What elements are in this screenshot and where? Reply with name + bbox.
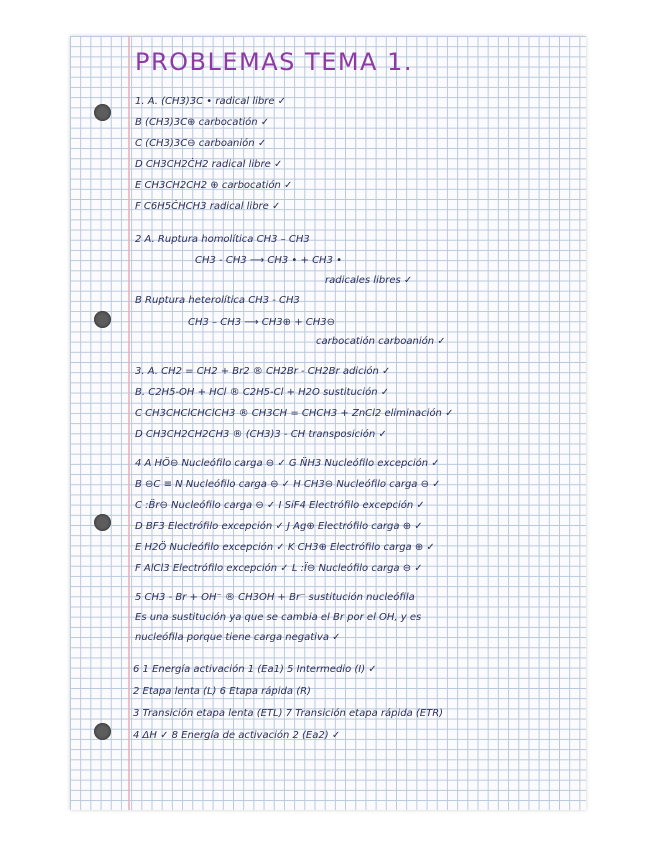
punch-hole	[94, 514, 111, 531]
answer-line: CH3 - CH3 ⟶ CH3 • + CH3 •	[195, 255, 343, 266]
answer-line: 1. A. (CH3)3C • radical libre ✓	[135, 96, 287, 107]
answer-line: 3. A. CH2 = CH2 + Br2 ® CH2Br - CH2Br adición ✓	[135, 366, 391, 377]
answer-line: radicales libres ✓	[325, 275, 413, 286]
answer-line: E H2Ö Nucleófilo excepción ✓ K CH3⊕ Electrófilo carga ⊕ ✓	[135, 542, 435, 553]
answer-line: D CH3CH2ĊH2 radical libre ✓	[135, 159, 283, 170]
answer-line: C (CH3)3C⊖ carboanión ✓	[135, 138, 267, 149]
answer-line: Es una sustitución ya que se cambia el Br por el OH, y es	[135, 612, 422, 623]
answer-line: 2 A. Ruptura homolítica CH3 – CH3	[135, 234, 310, 245]
answer-line: C :B̈r⊖ Nucleófilo carga ⊖ ✓ I SiF4 Electrófilo excepción ✓	[135, 500, 425, 511]
answer-line: carbocatión carboanión ✓	[316, 336, 446, 347]
answer-line: CH3 – CH3 ⟶ CH3⊕ + CH3⊖	[188, 317, 336, 328]
answer-line: E CH3CH2CH2 ⊕ carbocatión ✓	[135, 180, 293, 191]
answer-line: 4 ΔH ✓ 8 Energía de activación 2 (Ea2) ✓	[133, 730, 341, 741]
answer-line: 4 A HÖ⊖ Nucleófilo carga ⊖ ✓ G N̈H3 Nucleófilo excepción ✓	[135, 458, 440, 469]
answer-line: B ⊖C ≡ N Nucleófilo carga ⊖ ✓ H CH3⊖ Nucleófilo carga ⊖ ✓	[135, 479, 441, 490]
answer-line: F AlCl3 Electrófilo excepción ✓ L :Ï⊖ Nucleófilo carga ⊖ ✓	[135, 563, 423, 574]
answer-line: F C6H5ĊHCH3 radical libre ✓	[135, 201, 281, 212]
answer-line: B Ruptura heterolítica CH3 - CH3	[135, 295, 300, 306]
punch-hole	[94, 723, 111, 740]
punch-hole	[94, 104, 111, 121]
answer-line: 3 Transición etapa lenta (ETL) 7 Transición etapa rápida (ETR)	[133, 708, 444, 719]
answer-line: C CH3CHClCHClCH3 ® CH3CH = CHCH3 + ZnCl2 eliminación ✓	[135, 408, 454, 419]
punch-hole	[94, 311, 111, 328]
answer-line: nucleófila porque tiene carga negativa ✓	[135, 632, 341, 643]
page-title: PROBLEMAS TEMA 1.	[135, 48, 414, 76]
answer-line: D BF3 Electrófilo excepción ✓ J Ag⊕ Electrófilo carga ⊕ ✓	[135, 521, 423, 532]
answer-line: D CH3CH2CH2CH3 ® (CH3)3 - CH transposición ✓	[135, 429, 387, 440]
answer-line: 6 1 Energía activación 1 (Ea1) 5 Intermedio (I) ✓	[133, 664, 377, 675]
answer-line: 2 Etapa lenta (L) 6 Etapa rápida (R)	[133, 686, 311, 697]
answer-line: 5 CH3 - Br + OH⁻ ® CH3OH + Br⁻ sustitución nucleófila	[135, 592, 415, 603]
answer-line: B (CH3)3C⊕ carbocatión ✓	[135, 117, 270, 128]
answer-line: B. C2H5-OH + HCl ® C2H5-Cl + H2O sustitución ✓	[135, 387, 390, 398]
margin-line	[128, 36, 130, 810]
